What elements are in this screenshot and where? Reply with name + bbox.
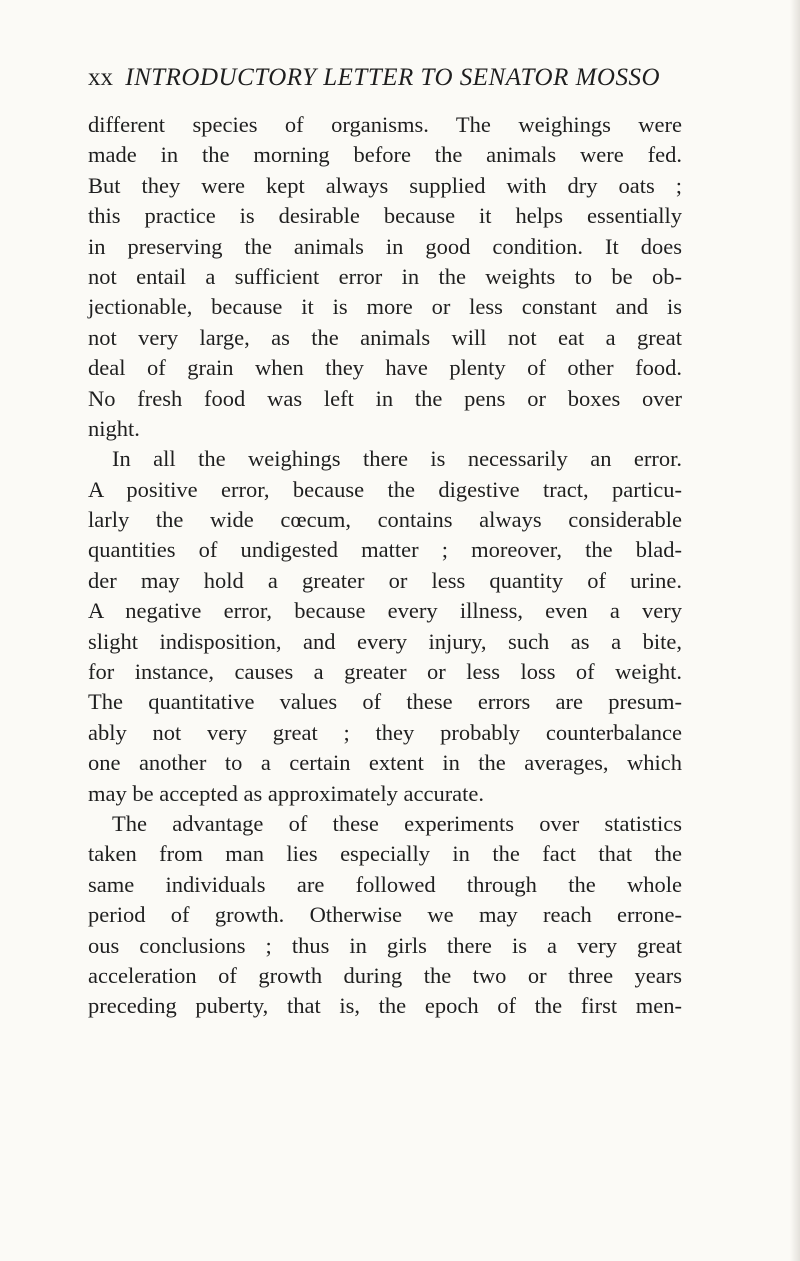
text-line: taken from man lies especially in the fact that the xyxy=(88,841,682,867)
text-line: this practice is desirable because it helps essentially xyxy=(88,203,682,229)
paragraph-end-line: may be accepted as approximately accurate. xyxy=(88,780,485,806)
page-number: xx xyxy=(88,64,113,91)
text-line: one another to a certain extent in the averages, which xyxy=(88,750,682,776)
text-line: The quantitative values of these errors are presum- xyxy=(88,689,682,715)
text-line: ably not very great ; they probably counterbalance xyxy=(88,719,682,745)
text-line: same individuals are followed through the whole xyxy=(88,871,682,897)
text-line: But they were kept always supplied with dry oats ; xyxy=(88,172,682,198)
text-line: A negative error, because every illness, even a very xyxy=(88,598,682,624)
text-line: not entail a sufficient error in the weights to be ob- xyxy=(88,263,682,289)
text-line: deal of grain when they have plenty of other food. xyxy=(88,355,682,381)
page-edge-shadow xyxy=(790,0,800,1261)
text-line: No fresh food was left in the pens or boxes over xyxy=(88,385,682,411)
text-line: larly the wide cœcum, contains always considerable xyxy=(88,507,682,533)
running-title: INTRODUCTORY LETTER TO SENATOR MOSSO xyxy=(125,64,661,91)
text-line: ous conclusions ; thus in girls there is a very great xyxy=(88,932,682,958)
text-line: slight indisposition, and every injury, such as a bite, xyxy=(88,628,682,654)
text-line: preceding puberty, that is, the epoch of the first men- xyxy=(88,993,682,1019)
running-head xyxy=(88,62,688,94)
text-line: jectionable, because it is more or less constant and is xyxy=(88,294,682,320)
text-line: A positive error, because the digestive tract, particu- xyxy=(88,476,682,502)
text-line: not very large, as the animals will not eat a great xyxy=(88,324,682,350)
text-line: for instance, causes a greater or less loss of weight. xyxy=(88,659,682,685)
text-line: quantities of undigested matter ; moreover, the blad- xyxy=(88,537,682,563)
text-line: period of growth. Otherwise we may reach errone- xyxy=(88,902,682,928)
text-line: in preserving the animals in good condition. It does xyxy=(88,233,682,259)
paragraph-end-line: night. xyxy=(88,415,140,441)
text-line: acceleration of growth during the two or three years xyxy=(88,962,682,988)
paragraph-start-line: In all the weighings there is necessarily an error. xyxy=(112,446,682,472)
body-text xyxy=(88,110,682,1022)
text-line: der may hold a greater or less quantity of urine. xyxy=(88,567,682,593)
text-line: made in the morning before the animals were fed. xyxy=(88,142,682,168)
text-line: different species of organisms. The weighings were xyxy=(88,112,682,137)
paragraph-start-line: The advantage of these experiments over statistics xyxy=(112,810,682,836)
